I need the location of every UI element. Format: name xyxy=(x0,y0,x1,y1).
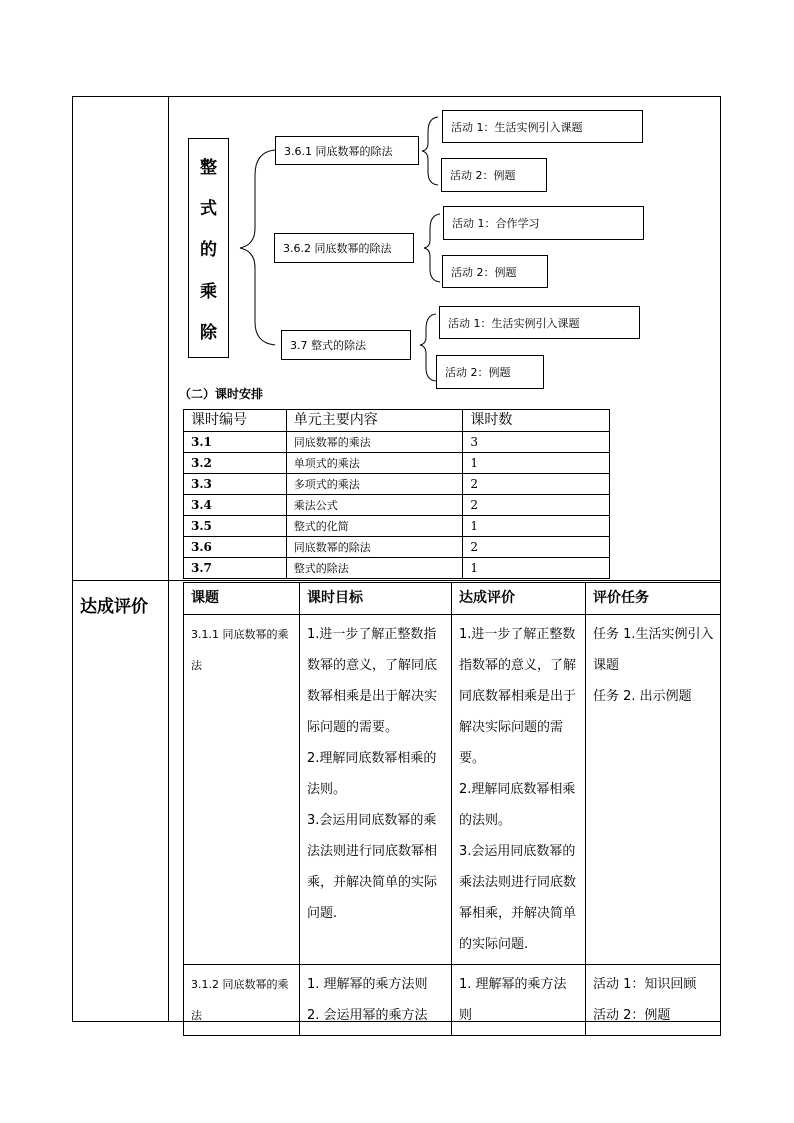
lesson-content: 同底数幂的乘法 xyxy=(286,432,463,453)
column-header: 课时编号 xyxy=(184,410,287,432)
column-header: 评价任务 xyxy=(586,583,721,615)
activity-box: 活动 1：合作学习 xyxy=(443,206,644,240)
title-char: 除 xyxy=(200,322,217,343)
lesson-count: 2 xyxy=(463,495,610,516)
tasks-cell xyxy=(586,965,721,1036)
activity-box: 活动 1：生活实例引入课题 xyxy=(439,306,640,339)
table-row xyxy=(184,558,610,579)
goal-item: 2. 会运用幂的乘方法 xyxy=(307,1008,428,1023)
assessment-item: 2.理解同底数幂相乘的法则。 xyxy=(459,782,576,828)
goal-item: 1.进一步了解正整数指数幂的意义，了解同底数幂相乘是出于解决实际问题的需要。 xyxy=(307,627,438,735)
column-header: 课时数 xyxy=(463,410,610,432)
table-header-row xyxy=(184,410,610,432)
lesson-content: 多项式的乘法 xyxy=(286,474,463,495)
goals-cell xyxy=(300,615,452,965)
goals-cell xyxy=(300,965,452,1036)
schedule-heading: （二）课时安排 xyxy=(179,387,264,401)
assessment-cell xyxy=(452,615,586,965)
table-row xyxy=(184,516,610,537)
activity-box: 活动 1：生活实例引入课题 xyxy=(442,110,643,143)
lesson-number: 3.3 xyxy=(184,474,287,495)
lesson-count: 1 xyxy=(463,558,610,579)
section-box-3-7: 3.7 整式的除法 xyxy=(281,330,411,360)
tasks-cell xyxy=(586,615,721,965)
goal-item: 3.会运用同底数幂的乘法法则进行同底数幂相乘，并解决简单的实际问题. xyxy=(307,813,438,921)
lesson-count: 2 xyxy=(463,537,610,558)
lesson-count: 1 xyxy=(463,516,610,537)
table-row xyxy=(184,495,610,516)
assessment-item: 1.进一步了解正整数指数幂的意义，了解同底数幂相乘是出于解决实际问题的需要。 xyxy=(459,627,577,766)
evaluation-table xyxy=(183,582,721,1036)
section-box-3-6-2: 3.6.2 同底数幂的除法 xyxy=(274,233,414,263)
lesson-content: 单项式的乘法 xyxy=(286,453,463,474)
column-header: 达成评价 xyxy=(452,583,586,615)
activity-box: 活动 2：例题 xyxy=(436,355,544,389)
lesson-content: 乘法公式 xyxy=(286,495,463,516)
schedule-table xyxy=(183,409,610,579)
table-row xyxy=(184,474,610,495)
topic-cell: 3.1.2 同底数幂的乘法 xyxy=(184,965,300,1036)
activity-box: 活动 2：例题 xyxy=(442,255,548,288)
task-item: 任务 2. 出示例题 xyxy=(593,689,692,704)
column-header: 课时目标 xyxy=(300,583,452,615)
task-item: 任务 1.生活实例引入课题 xyxy=(593,627,714,673)
title-char: 整 xyxy=(200,158,217,179)
lesson-number: 3.4 xyxy=(184,495,287,516)
lesson-count: 2 xyxy=(463,474,610,495)
table-row xyxy=(184,432,610,453)
task-item: 活动 1：知识回顾 xyxy=(593,977,697,992)
table-row xyxy=(184,453,610,474)
assessment-item: 3.会运用同底数幂的乘法法则进行同底数幂相乘，并解决简单的实际问题. xyxy=(459,844,577,952)
lesson-number: 3.1 xyxy=(184,432,287,453)
assessment-item: 1. 理解幂的乘方法则 xyxy=(459,977,567,1023)
lesson-count: 3 xyxy=(463,432,610,453)
goal-item: 1. 理解幂的乘方法则 xyxy=(307,977,428,992)
table-row xyxy=(184,965,721,1036)
goal-item: 2.理解同底数幂相乘的法则。 xyxy=(307,751,437,797)
topic-cell: 3.1.1 同底数幂的乘法 xyxy=(184,615,300,965)
lesson-number: 3.2 xyxy=(184,453,287,474)
column-header: 课题 xyxy=(184,583,300,615)
section-box-3-6-1: 3.6.1 同底数幂的除法 xyxy=(275,136,419,165)
lesson-number: 3.5 xyxy=(184,516,287,537)
title-char: 的 xyxy=(200,240,217,261)
lesson-content: 整式的化简 xyxy=(286,516,463,537)
column-header: 单元主要内容 xyxy=(286,410,463,432)
lesson-number: 3.7 xyxy=(184,558,287,579)
task-item: 活动 2：例题 xyxy=(593,1008,671,1023)
lesson-content: 整式的除法 xyxy=(286,558,463,579)
activity-box: 活动 2：例题 xyxy=(441,158,547,192)
lesson-count: 1 xyxy=(463,453,610,474)
assessment-cell xyxy=(452,965,586,1036)
title-char: 式 xyxy=(200,199,217,220)
lesson-number: 3.6 xyxy=(184,537,287,558)
title-char: 乘 xyxy=(200,281,217,302)
lesson-content: 同底数幂的除法 xyxy=(286,537,463,558)
table-row xyxy=(184,537,610,558)
table-header-row xyxy=(184,583,721,615)
side-label-evaluation: 达成评价 xyxy=(80,597,148,617)
table-row xyxy=(184,615,721,965)
